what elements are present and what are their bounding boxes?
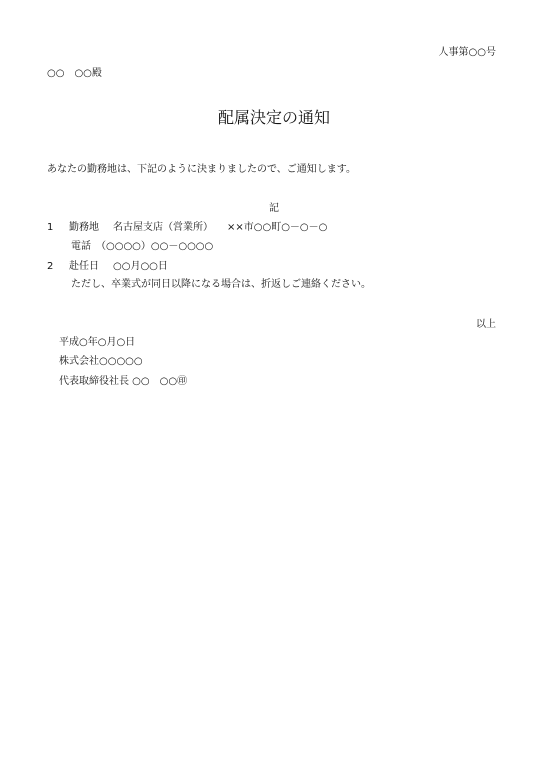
company-name: 株式会社○○○○○: [59, 356, 143, 367]
note-text: ただし、卒業式が同日以降になる場合は、折返しご連絡ください。: [71, 279, 371, 290]
document-number: 人事第○○号: [438, 47, 496, 58]
item-workplace: [47, 222, 327, 234]
ki-heading: 記: [269, 203, 279, 214]
item-label: 勤務地: [69, 222, 99, 233]
item-value: 名古屋支店（営業所）: [113, 222, 213, 233]
item-value: ○○月○○日: [113, 261, 168, 272]
intro-text: あなたの勤務地は、下記のように決まりましたので、ご通知します。: [47, 164, 356, 175]
item-number: 2: [47, 261, 54, 272]
addressee: ○○ ○○殿: [47, 68, 102, 79]
item-address: ××市○○町○－○－○: [227, 222, 328, 233]
item-number: 1: [47, 222, 54, 233]
item-start-date: [47, 261, 168, 273]
representative: 代表取締役社長 ○○ ○○㊞: [59, 376, 188, 387]
document-title: 配属決定の通知: [217, 108, 330, 127]
item-label: 赴任日: [69, 261, 99, 272]
closing-text: 以上: [476, 319, 496, 330]
phone-line: 電話 （○○○○）○○－○○○○: [71, 241, 214, 252]
issue-date: 平成○年○月○日: [59, 337, 136, 348]
